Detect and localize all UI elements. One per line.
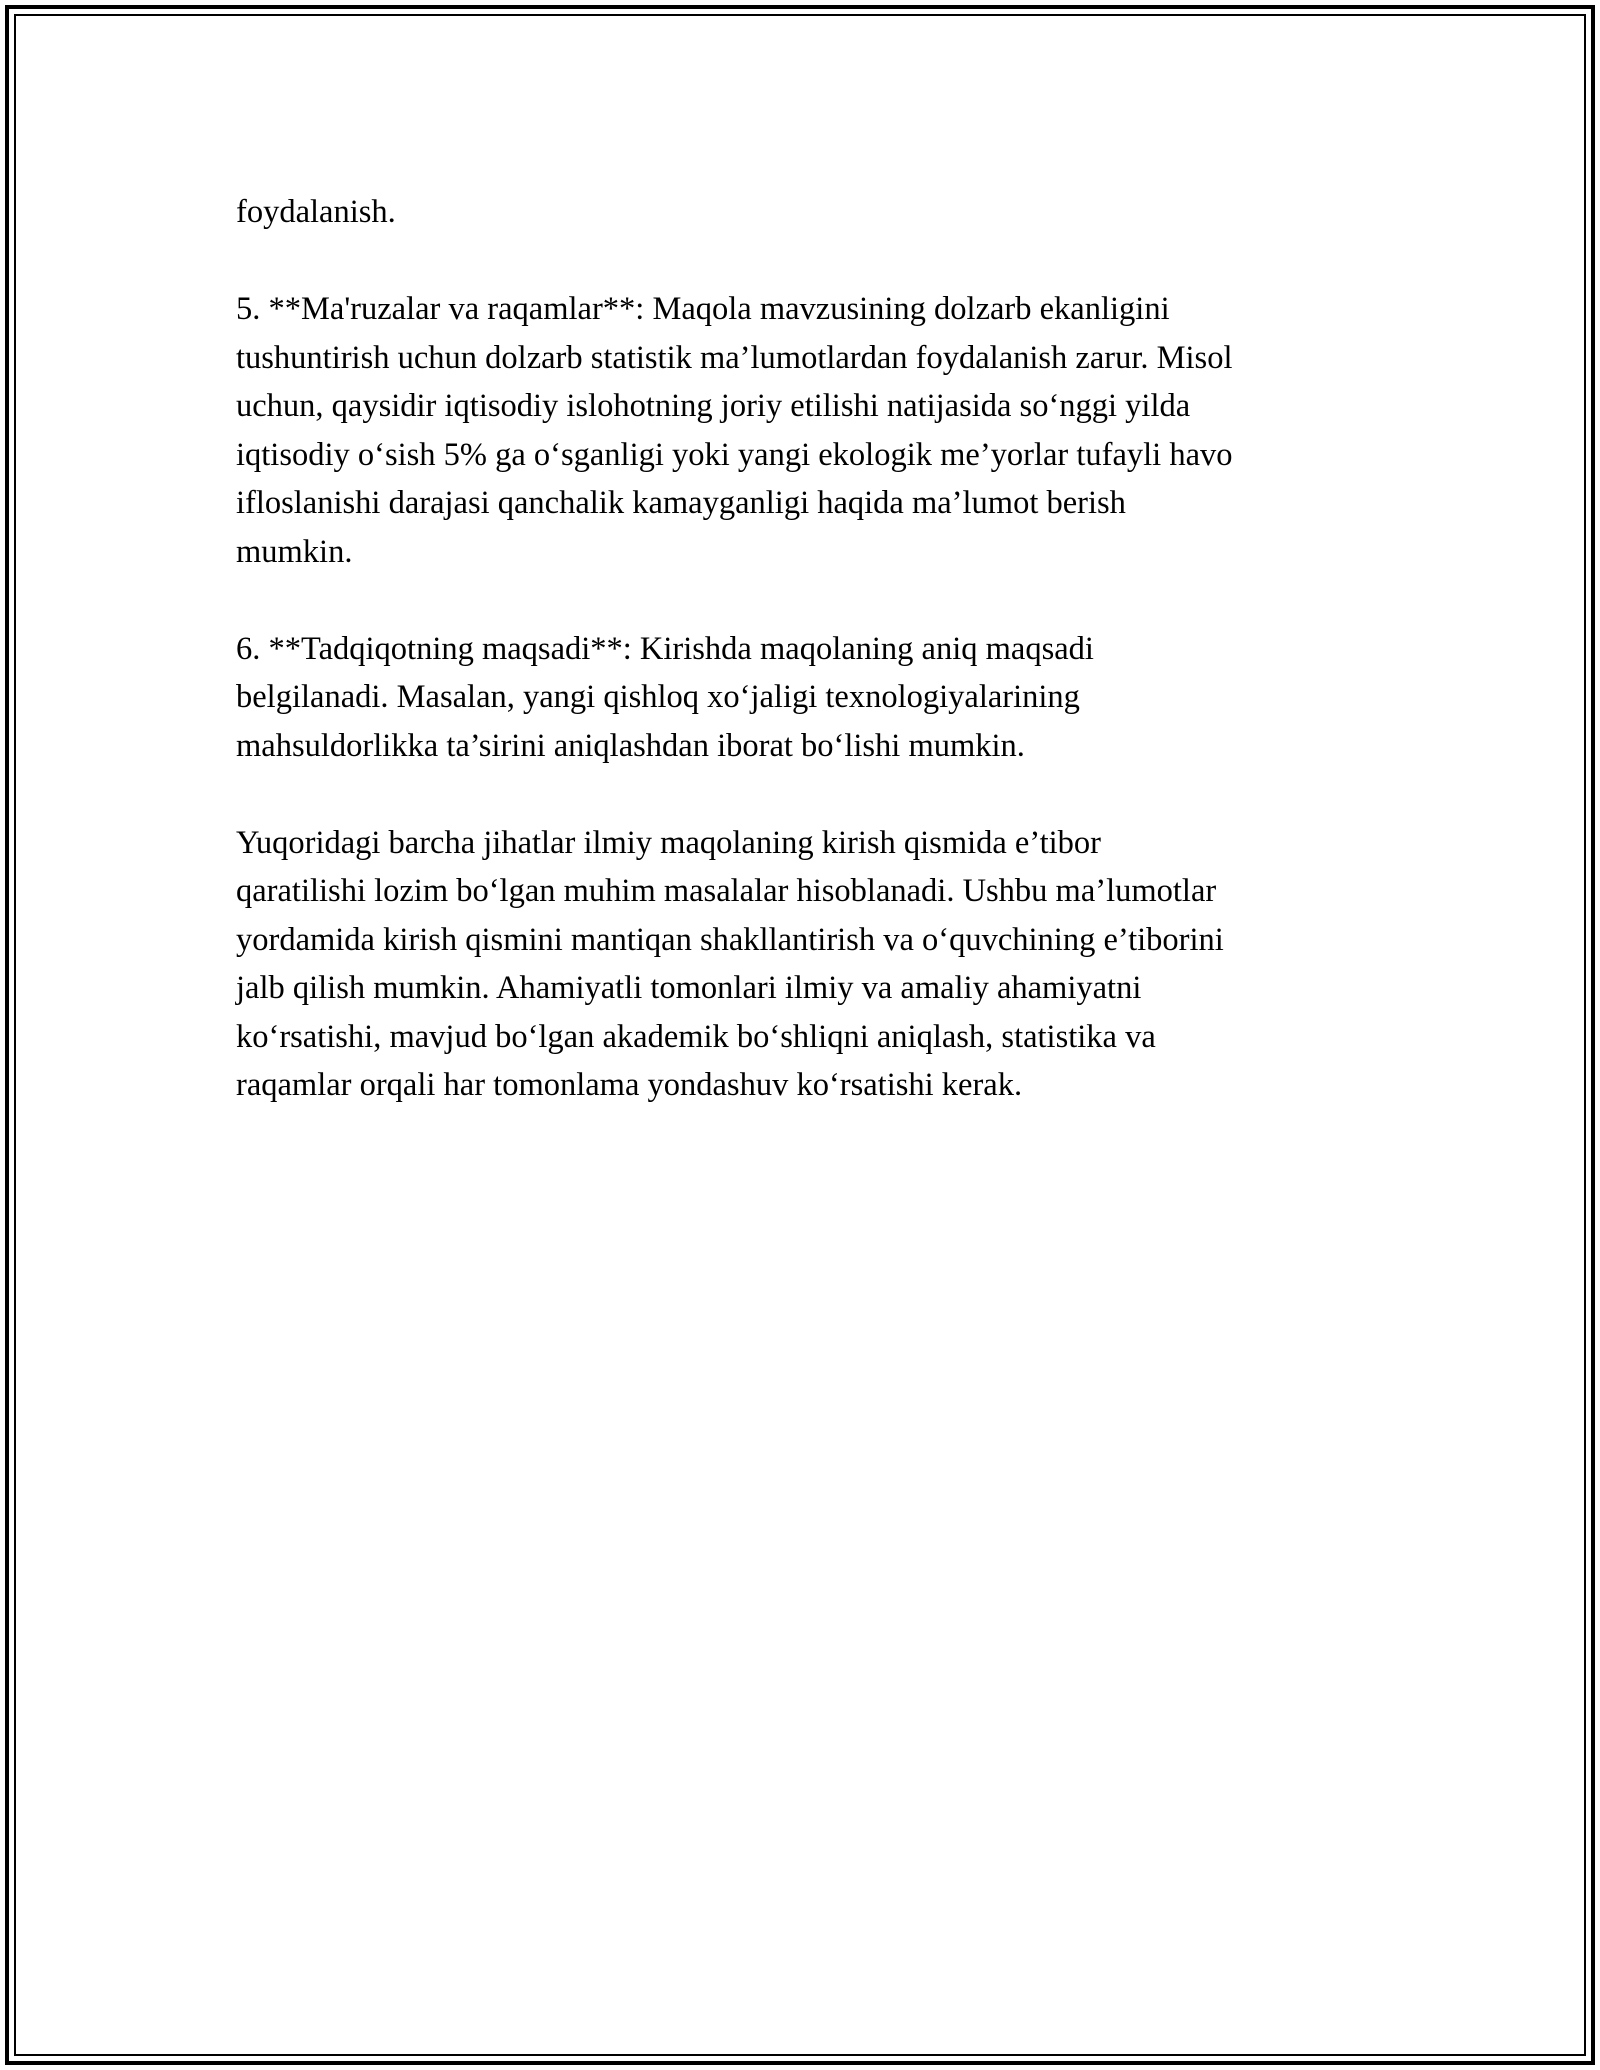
paragraph-item-5: 5. **Ma'ruzalar va raqamlar**: Maqola mavzusining dolzarb ekanligini tushuntirish uchun dolzarb statistik ma’lumotlardan foydalanish zarur. Misol uchun, qaysidir iqtisodiy islohotning joriy etilishi natijasida so‘nggi yilda iqtisodiy o‘sish 5% ga o‘sganligi yoki yangi ekologik me’yorlar tufayli havo ifloslanishi darajasi qanchalik kamayganligi haqida ma’lumot berish mumkin. [236, 291, 1233, 570]
paragraph-continuation: foydalanish. [236, 194, 396, 230]
paragraph-item-6: 6. **Tadqiqotning maqsadi**: Kirishda maqolaning aniq maqsadi belgilanadi. Masalan, yangi qishloq xo‘jaligi texnologiyalarining mahsuldorlikka ta’sirini aniqlashdan iborat bo‘lishi mumkin. [236, 630, 1094, 764]
document-body [236, 188, 1366, 1110]
paragraph-conclusion: Yuqoridagi barcha jihatlar ilmiy maqolaning kirish qismida e’tibor qaratilishi lozim bo‘lgan muhim masalalar hisoblanadi. Ushbu ma’lumotlar yordamida kirish qismini mantiqan shakllantirish va o‘quvchining e’tiborini jalb qilish mumkin. Ahamiyatli tomonlari ilmiy va amaliy ahamiyatni ko‘rsatishi, mavjud bo‘lgan akademik bo‘shliqni aniqlash, statistika va raqamlar orqali har tomonlama yondashuv ko‘rsatishi kerak. [236, 824, 1224, 1103]
